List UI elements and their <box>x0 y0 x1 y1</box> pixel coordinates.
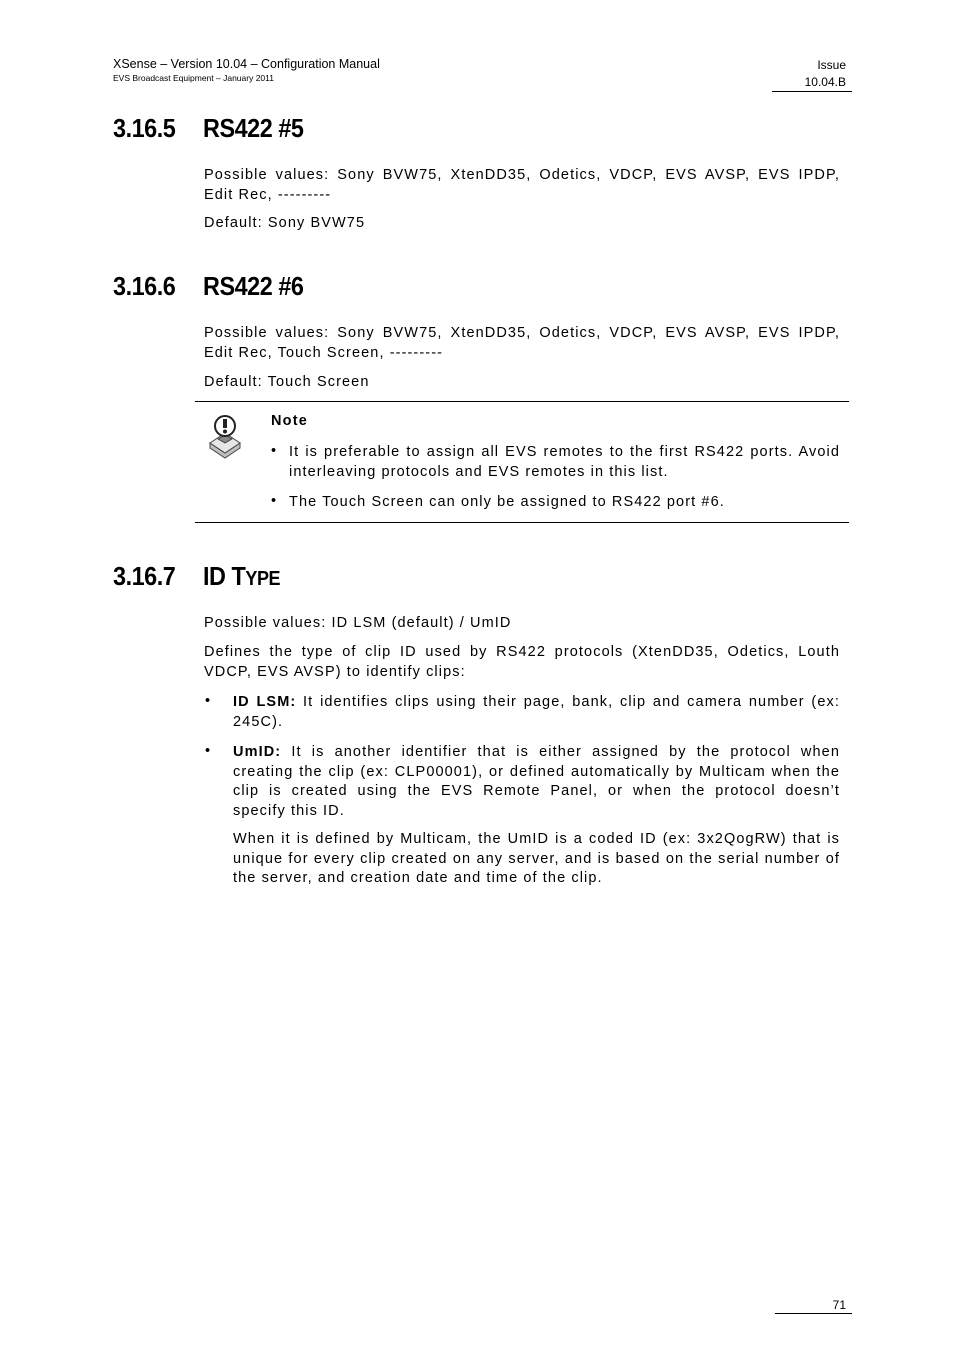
bullet-dot: • <box>205 743 211 759</box>
section-number: 3.16.6 <box>113 271 176 301</box>
bullet-term: UmID: <box>233 744 282 760</box>
bullet-umid <box>233 743 840 821</box>
paragraph-possible-values-rs422-5: Possible values: Sony BVW75, XtenDD35, Odetics, VDCP, EVS AVSP, EVS IPDP, Edit Rec, --------- <box>204 167 840 203</box>
bullet-dot: • <box>271 493 277 509</box>
note-exclamation-icon <box>206 413 244 461</box>
section-title-smallcaps: YPE <box>245 568 281 590</box>
bullet-dot: • <box>205 693 211 709</box>
document-title: XSense – Version 10.04 – Configuration Manual <box>113 57 380 71</box>
section-number: 3.16.5 <box>113 113 176 143</box>
bullet-text: It is another identifier that is either assigned by the protocol when creating the clip (ex: CLP00001), or defined automatically by Multicam when the clip is created using the EVS Remote Panel, or when the protocol doesn’t specify this ID. <box>233 744 840 819</box>
section-number: 3.16.7 <box>113 561 176 591</box>
section-heading-3-16-5 <box>113 113 303 144</box>
note-item: The Touch Screen can only be assigned to RS422 port #6. <box>289 494 725 510</box>
note-title: Note <box>271 413 309 429</box>
note-top-rule <box>195 401 849 402</box>
page-number: 71 <box>832 1298 846 1312</box>
paragraph-defines-id-type: Defines the type of clip ID used by RS422 protocols (XtenDD35, Odetics, Louth VDCP, EVS AVSP) to identify clips: <box>204 644 840 680</box>
bullet-id-lsm <box>233 693 840 732</box>
section-heading-3-16-7 <box>113 561 280 592</box>
issue-number: 10.04.B <box>804 75 846 89</box>
section-title: RS422 #5 <box>203 113 304 143</box>
bullet-term: ID LSM: <box>233 694 297 710</box>
paragraph-default-rs422-6: Default: Touch Screen <box>204 374 370 390</box>
section-title: RS422 #6 <box>203 271 304 301</box>
section-heading-3-16-6 <box>113 271 303 302</box>
note-bottom-rule <box>195 522 849 523</box>
paragraph-umid-continuation: When it is defined by Multicam, the UmID is a coded ID (ex: 3x2QogRW) that is unique for every clip created on any server, and is based on the serial number of the server, and creation date and time of the clip. <box>233 831 840 886</box>
section-title: ID T <box>203 561 246 591</box>
footer-rule <box>775 1313 852 1314</box>
paragraph-possible-values-rs422-6: Possible values: Sony BVW75, XtenDD35, Odetics, VDCP, EVS AVSP, EVS IPDP, Edit Rec, Touch Screen, --------- <box>204 325 840 361</box>
header-rule <box>772 91 852 92</box>
paragraph-possible-values-id-type: Possible values: ID LSM (default) / UmID <box>204 615 512 631</box>
bullet-dot: • <box>271 443 277 459</box>
bullet-text: It identifies clips using their page, bank, clip and camera number (ex: 245C). <box>233 694 840 730</box>
issue-label: Issue <box>817 58 846 72</box>
document-subtitle: EVS Broadcast Equipment – January 2011 <box>113 73 274 83</box>
note-item: It is preferable to assign all EVS remotes to the first RS422 ports. Avoid interleaving protocols and EVS remotes in this list. <box>289 444 840 480</box>
paragraph-default-rs422-5: Default: Sony BVW75 <box>204 215 366 231</box>
